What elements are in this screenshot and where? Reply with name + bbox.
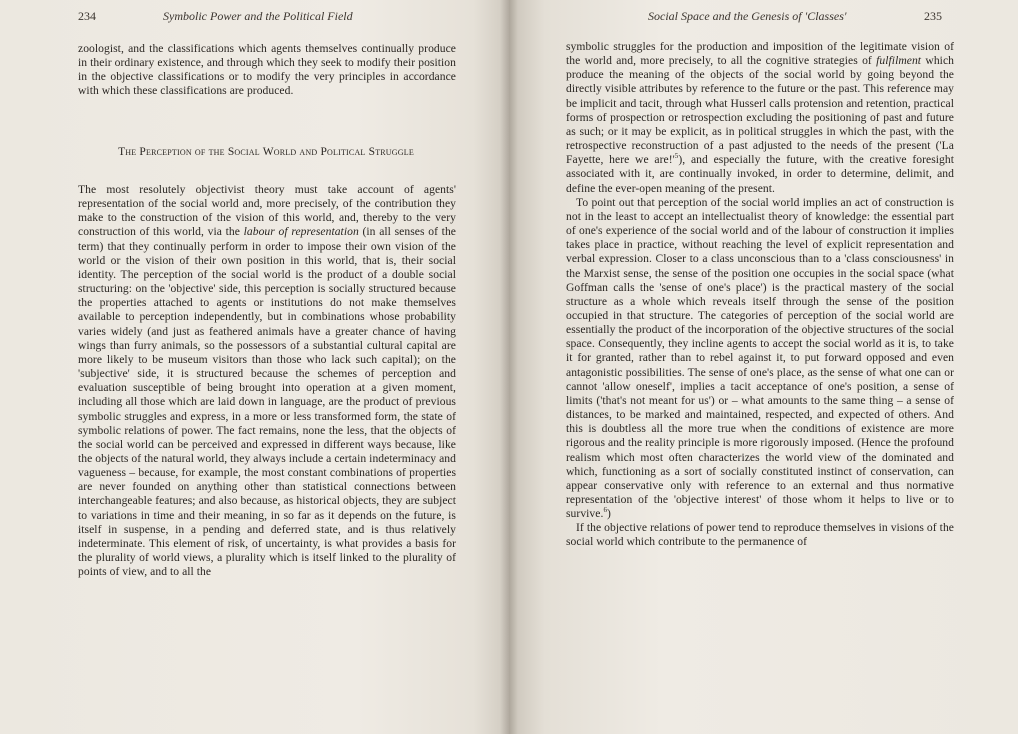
footnote-marker-5: 5 bbox=[674, 152, 679, 161]
right-text-block bbox=[566, 40, 954, 550]
section-heading: The Perception of the Social World and Political Struggle bbox=[118, 146, 414, 158]
right-paragraph-2 bbox=[566, 196, 954, 522]
right-p1-text-2: which produce the meaning of the objects of the social world by going beyond the directly visible attributes by reference to the future or the past. This reference may be implicit and tacit, through what Husserl calls protension and retention, practical forms of prospection or retrospection excluding the positioning of past and future as such; or it may be explicit, as in political struggles in which the past, with the retrospective reconstruction of a past adjusted to the needs of the present ('La Fayette, here we are!' bbox=[566, 54, 954, 167]
left-main-text-1: The most resolutely objectivist theory must take account of agents' representation of the social world and, more precisely, of the contribution they make to the construction of the vision of this world, and, thereby to the very construction of this world, via the bbox=[78, 183, 456, 239]
left-main-paragraph-block bbox=[78, 183, 456, 579]
left-running-head: Symbolic Power and the Political Field bbox=[163, 9, 353, 23]
left-main-text-2: (in all senses of the term) that they continually perform in order to impose their own vision of the world or the vision of their own position in this world, that is, their social identity. The perception of the social world is the product of a double social structuring: on the 'objective' side, this perception is socially structured because the properties attached to agents or institutions do not make themselves available to perception independently, but in combinations whose probability varies widely (and just as feathered animals have a greater chance of having wings than furry animals, so the possessors of a substantial cultural capital are more likely to be museum visitors than those who lack such capital); on the 'subjective' side, it is structured because the schemes of perception and evaluation susceptible of being brought into operation at a given moment, including all those which are laid down in language, are the product of previous symbolic struggles and express, in a more or less transformed form, the state of symbolic relations of power. The fact remains, none the less, that the objects of the social world can be perceived and expressed in different ways because, like the objects of the natural world, they always include a certain indeterminacy and vagueness – because, for example, the most constant combinations of properties are never founded on anything other than statistical connections between interchangeable features; and also because, as historical objects, they are subject to variations in time and their meaning, in so far as it depends on the future, is itself in suspense, in a pending and deferred state, and is thus relatively indeterminate. This element of risk, of uncertainty, is what provides a basis for the plurality of world views, a plurality which is itself linked to the plurality of points of view, and to all the bbox=[78, 225, 456, 579]
left-main-paragraph bbox=[78, 183, 456, 579]
left-page-number: 234 bbox=[78, 9, 96, 23]
footnote-marker-6: 6 bbox=[603, 506, 607, 515]
section-heading-block bbox=[96, 145, 436, 160]
right-p1-text-1: symbolic struggles for the production and imposition of the legitimate vision of the world and, more precisely, to all the cognitive strategies of bbox=[566, 40, 954, 68]
right-p1-text-3: ), and especially the future, with the creative foresight associated with it, are continually invoked, in order to determine, delimit, and define the ever-open meaning of the present. bbox=[566, 153, 954, 195]
left-top-paragraph-block bbox=[78, 42, 456, 99]
right-paragraph-1 bbox=[566, 40, 954, 196]
right-running-head: Social Space and the Genesis of 'Classes' bbox=[648, 9, 847, 23]
right-paragraph-3: If the objective relations of power tend to reproduce themselves in visions of the social world which contribute to the permanence of bbox=[566, 521, 954, 549]
right-page-number: 235 bbox=[924, 9, 942, 23]
right-p2-text-1: To point out that perception of the social world implies an act of construction is not in the least to accept an intellectualist theory of knowledge: the essential part of one's experience of the social world and of the labour of construction it implies takes place in practice, without reaching the level of explicit representation and verbal expression. Closer to a class unconscious than to a 'class consciousness' in the Marxist sense, the sense of the position one occupies in the social space (what Goffman calls the 'sense of one's place') is the practical mastery of the social structure as a whole which reveals itself through the sense of the position occupied in that structure. The categories of perception of the social world are essentially the product of the incorporation of the objective structures of the social space. Consequently, they incline agents to accept the social world as it is, to take it for granted, rather than to rebel against it, to put forward opposed and even antagonistic possibilities. The sense of one's place, as the sense of what one can or cannot 'allow oneself', implies a tacit acceptance of one's position, a sense of limits ('that's not meant for us') or – what amounts to the same thing – a sense of distances, to be marked and maintained, respected, and expected of others. And this is doubtless all the more true when the conditions of existence are more rigorous and the reality principle is more rigorously imposed. (Hence the profound realism which most often characterizes the world view of the dominated and which, functioning as a sort of socially constituted instinct of conservation, can appear conservative only with reference to an external and thus normative representation of the 'objective interest' of those whom it helps to live or to survive. bbox=[566, 195, 954, 521]
left-top-paragraph: zoologist, and the classifications which agents themselves continually produce in their ordinary existence, and through which they seek to modify their position in the objective classifications or to modify the very principles in accordance with which these classifications are produced. bbox=[78, 42, 456, 98]
right-page bbox=[509, 0, 1018, 734]
left-main-emphasis: labour of representation bbox=[243, 225, 359, 239]
right-p1-emphasis: fulfilment bbox=[876, 54, 922, 68]
right-p2-text-2: ) bbox=[607, 507, 611, 521]
